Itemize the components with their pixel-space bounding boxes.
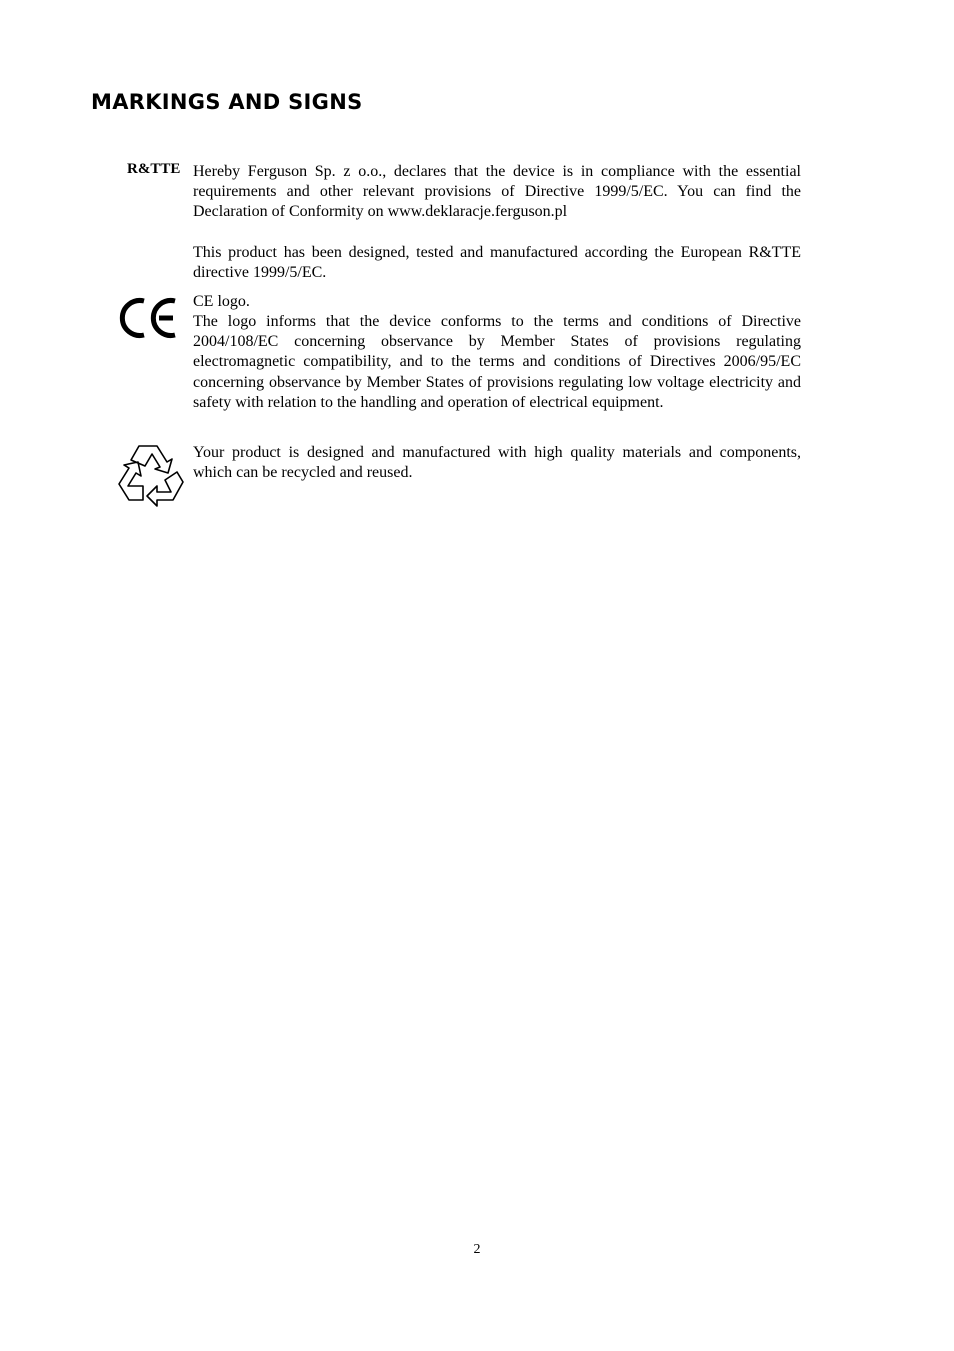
ce-logo-icon [117, 296, 179, 340]
ce-logo-title: CE logo. [193, 293, 250, 310]
ce-logo-description: The logo informs that the device conforms to the terms and conditions of Directive 2004/108/EC concerning observance by Member States of provisions regulating electromagnetic compatibility, and to the terms and conditions of Directives 2006/95/EC concerning observance by Member States of provisions regulating low voltage electricity and safety with relation to the handling and operation of electrical equipment. [193, 313, 801, 411]
rtte-label: R&TTE [127, 161, 181, 177]
page-number: 2 [473, 1242, 481, 1257]
page-heading: MARKINGS AND SIGNS [91, 90, 363, 114]
rtte-declaration-paragraph: Hereby Ferguson Sp. z o.o., declares that the device is in compliance with the essential requirements and other relevant provisions of Directive 1999/5/EC. You can find the Declaration of Conformity on www.deklaracje.ferguson.pl [193, 163, 801, 221]
recycle-description: Your product is designed and manufactured with high quality materials and components, which can be recycled and reused. [193, 444, 801, 482]
recycle-icon [115, 442, 185, 512]
rtte-directive-paragraph: This product has been designed, tested and manufactured according the European R&TTE directive 1999/5/EC. [193, 244, 801, 282]
